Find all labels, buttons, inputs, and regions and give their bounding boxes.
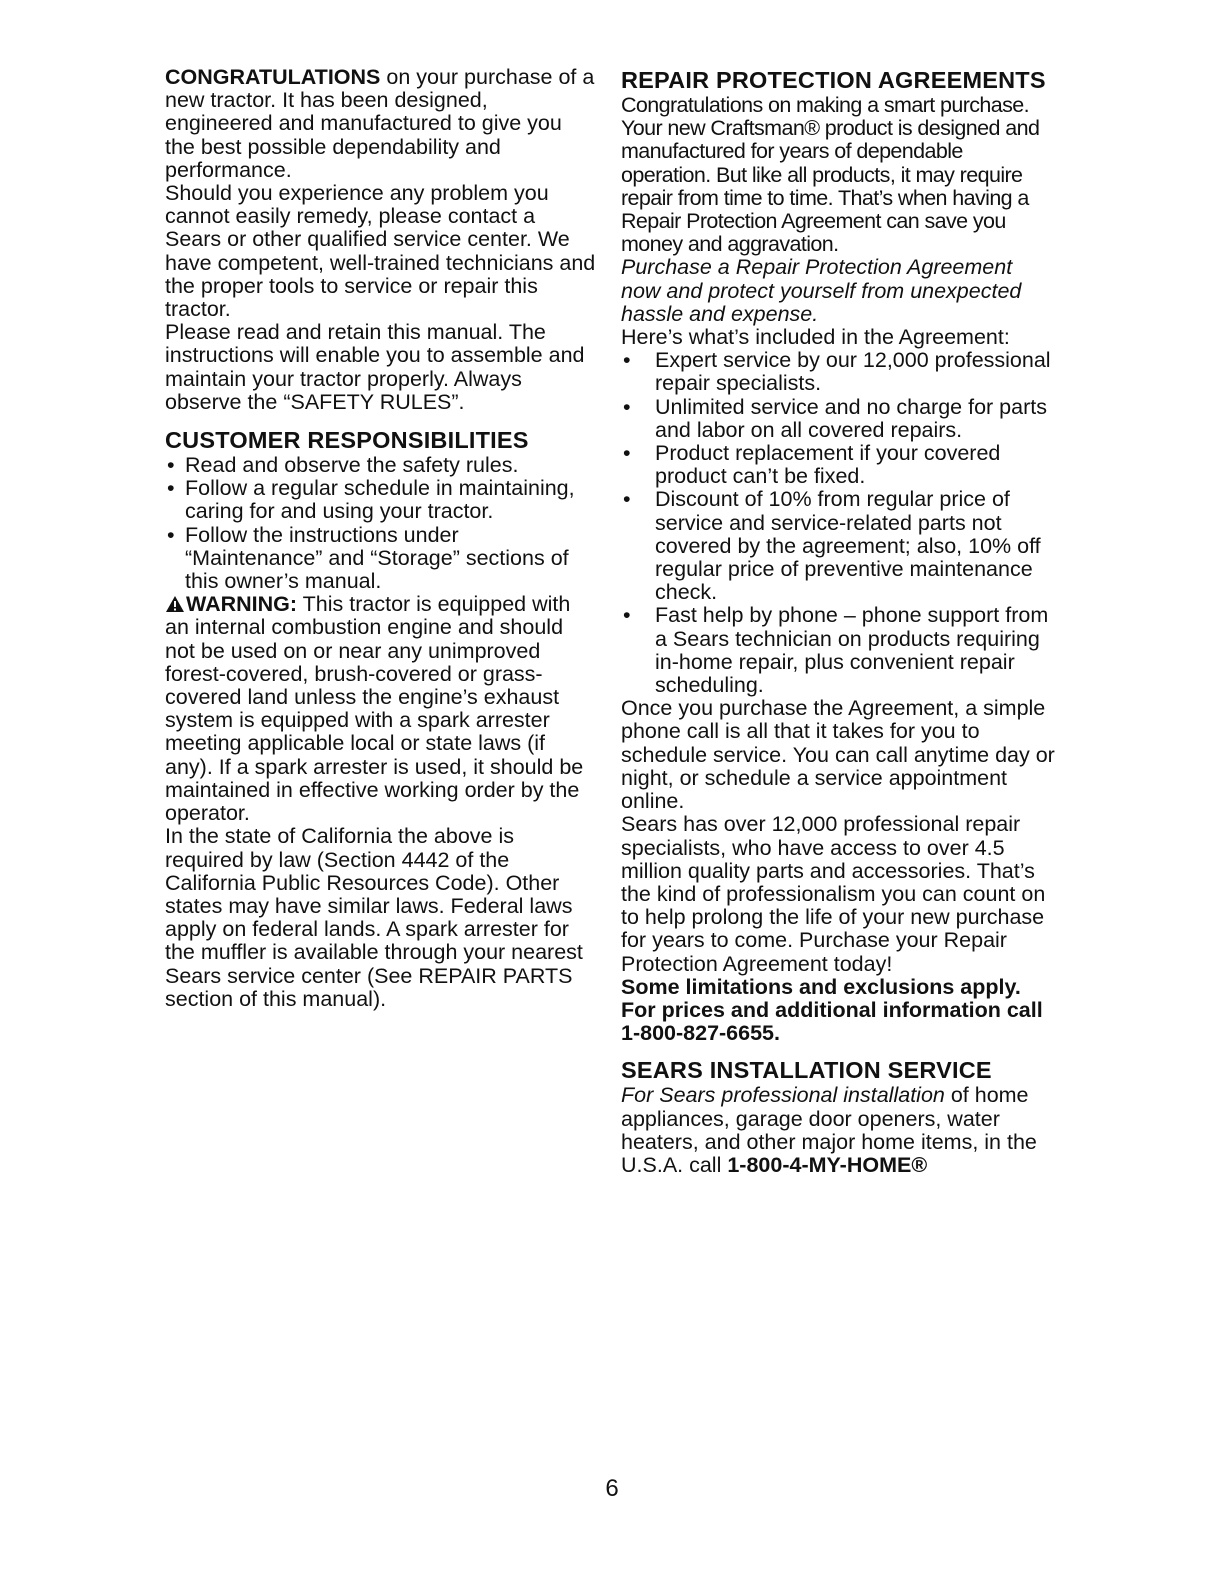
installation-paragraph (621, 1084, 1057, 1177)
page-number: 6 (605, 1475, 619, 1502)
sears-specialists-paragraph: Sears has over 12,000 professional repair specialists, who have access to over 4.5 million quality parts and accessories. That’s the kind of professionalism you can count on to help prolong the life of your new purchase for years to come. Purchase your Repair Protection Agreement today! (621, 812, 1046, 976)
list-item: • Expert service by our 12,000 professional repair specialists. (621, 349, 1057, 395)
warning-label: WARNING: (186, 592, 298, 617)
list-item: • Read and observe the safety rules. (165, 454, 597, 477)
repair-intro-paragraph: Congratulations on making a smart purchase. Your new Craftsman® product is designed and manufactured for years of dependable operation. But like all products, it may require repair from time to time. That’s when having a Repair Protection Agreement can save you money and aggravation. (621, 93, 1040, 257)
intro-lead: CONGRATULATIONS (165, 65, 381, 89)
installation-phone: 1-800-4-MY-HOME® (727, 1152, 928, 1177)
problem-paragraph: Should you experience any problem you cannot easily remedy, please contact a Sears or other qualified service center. We have competent, well-trained technicians and the proper tools to service or repair this tractor. (165, 181, 596, 322)
customer-responsibilities-heading: CUSTOMER RESPONSIBILITIES (165, 427, 529, 454)
list-item: • Unlimited service and no charge for parts and labor on all covered repairs. (621, 396, 1057, 442)
limitations-paragraph: Some limitations and exclusions apply. For prices and additional information call 1-800-827-6655. (621, 974, 1043, 1046)
read-manual-paragraph: Please read and retain this manual. The instructions will enable you to assemble and maintain your tractor properly. Always observe the “SAFETY RULES”. (165, 320, 585, 414)
agreement-included-list (621, 349, 1057, 697)
repair-italic-paragraph: Purchase a Repair Protection Agreement now and protect yourself from unexpected hassle and expense. (621, 255, 1022, 326)
warning-text: This tractor is equipped with an internal combustion engine and should not be used on or near any unimproved forest-covered, brush-covered or grass-covered land unless the engine’s exhaust system is equipped with a spark arrester meeting applicable local or state laws (if any). If a spark arrester is used, it should be maintained in effective working order by the operator. (165, 592, 584, 826)
installation-service-heading: SEARS INSTALLATION SERVICE (621, 1057, 992, 1084)
customer-responsibilities-list (165, 454, 597, 593)
included-intro: Here’s what’s included in the Agreement: (621, 325, 1010, 350)
list-item: • Follow the instructions under “Maintenance” and “Storage” sections of this owner’s manual. (165, 524, 597, 594)
left-column (165, 66, 597, 1011)
installation-italic: For Sears professional installation (621, 1083, 945, 1108)
right-column (621, 66, 1057, 1177)
warning-paragraph (165, 593, 597, 825)
list-item: • Product replacement if your covered product can’t be fixed. (621, 442, 1057, 488)
list-item: • Follow a regular schedule in maintaining, caring for and using your tractor. (165, 477, 597, 523)
warning-triangle-icon (165, 595, 185, 613)
intro-paragraph (165, 66, 597, 182)
once-purchase-paragraph: Once you purchase the Agreement, a simple phone call is all that it takes for you to schedule service. You can call anytime day or night, or schedule a service appointment online. (621, 696, 1055, 814)
intro-text: on your purchase of a new tractor. It has been designed, engineered and manufactured to give you the best possible dependability and performance. (165, 65, 595, 182)
california-paragraph: In the state of California the above is required by law (Section 4442 of the California Public Resources Code). Other states may have similar laws. Federal laws apply on federal lands. A spark arrester for the muffler is available through your nearest Sears service center (See REPAIR PARTS section of this manual). (165, 824, 583, 1011)
repair-protection-heading: REPAIR PROTECTION AGREEMENTS (621, 67, 1046, 93)
list-item: • Fast help by phone – phone support from a Sears technician on products requiring in-home repair, plus convenient repair scheduling. (621, 604, 1057, 697)
list-item: • Discount of 10% from regular price of service and service-related parts not covered by the agreement; also, 10% off regular price of preventive maintenance check. (621, 488, 1057, 604)
installation-text: of home appliances, garage door openers, water heaters, and other major home items, in the U.S.A. call (621, 1083, 1037, 1177)
